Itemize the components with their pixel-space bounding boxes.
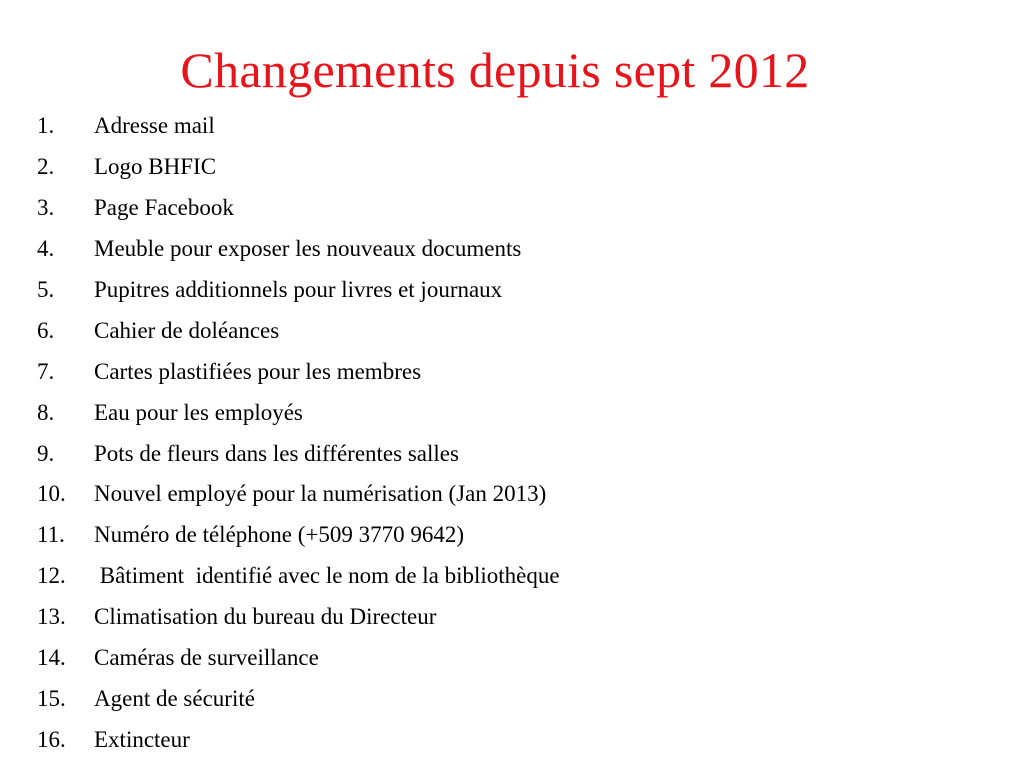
item-number: 9. <box>37 440 55 466</box>
item-number: 14. <box>37 645 66 671</box>
item-text: Logo BHFIC <box>94 154 217 180</box>
list-item <box>37 433 560 474</box>
item-number: 1. <box>37 113 55 139</box>
slide-title: Changements depuis sept 2012 <box>180 42 810 98</box>
item-text: Bâtiment identifié avec le nom de la bibliothèque <box>94 563 560 589</box>
item-number: 13. <box>37 604 66 630</box>
item-text: Cahier de doléances <box>94 317 280 343</box>
changes-list <box>37 106 560 760</box>
item-text: Eau pour les employés <box>94 399 303 425</box>
list-item <box>37 678 560 719</box>
item-text: Agent de sécurité <box>94 685 255 711</box>
item-number: 15. <box>37 685 66 711</box>
item-number: 4. <box>37 236 55 262</box>
list-item <box>37 515 560 556</box>
item-text: Caméras de surveillance <box>94 645 319 671</box>
list-item <box>37 351 560 392</box>
item-number: 5. <box>37 277 55 302</box>
list-item <box>37 188 560 229</box>
item-text: Pupitres additionnels pour livres et journaux <box>94 277 503 302</box>
list-item <box>37 719 560 760</box>
item-text: Cartes plastifiées pour les membres <box>94 358 422 384</box>
item-number: 10. <box>37 481 66 507</box>
item-number: 3. <box>37 195 55 221</box>
list-item <box>37 270 560 311</box>
item-number: 7. <box>37 358 55 384</box>
list-item <box>37 310 560 351</box>
item-text: Numéro de téléphone (+509 3770 9642) <box>94 522 465 548</box>
list-item <box>37 556 560 597</box>
item-number: 16. <box>37 726 66 752</box>
list-item <box>37 229 560 270</box>
list-item <box>37 638 560 679</box>
list-item <box>37 392 560 433</box>
item-text: Meuble pour exposer les nouveaux documents <box>94 236 522 262</box>
item-number: 6. <box>37 317 55 343</box>
list-item <box>37 597 560 638</box>
item-number: 8. <box>37 399 55 425</box>
item-text: Pots de fleurs dans les différentes salles <box>94 440 459 466</box>
item-number: 11. <box>37 522 65 548</box>
list-item <box>37 474 560 515</box>
item-text: Climatisation du bureau du Directeur <box>94 604 437 630</box>
item-text: Adresse mail <box>94 113 215 139</box>
list-item <box>37 147 560 188</box>
item-text: Page Facebook <box>94 195 234 221</box>
item-text: Nouvel employé pour la numérisation (Jan 2013) <box>94 481 547 507</box>
item-number: 12. <box>37 563 66 589</box>
item-text: Extincteur <box>94 726 190 752</box>
item-number: 2. <box>37 154 55 180</box>
list-item <box>37 106 560 147</box>
